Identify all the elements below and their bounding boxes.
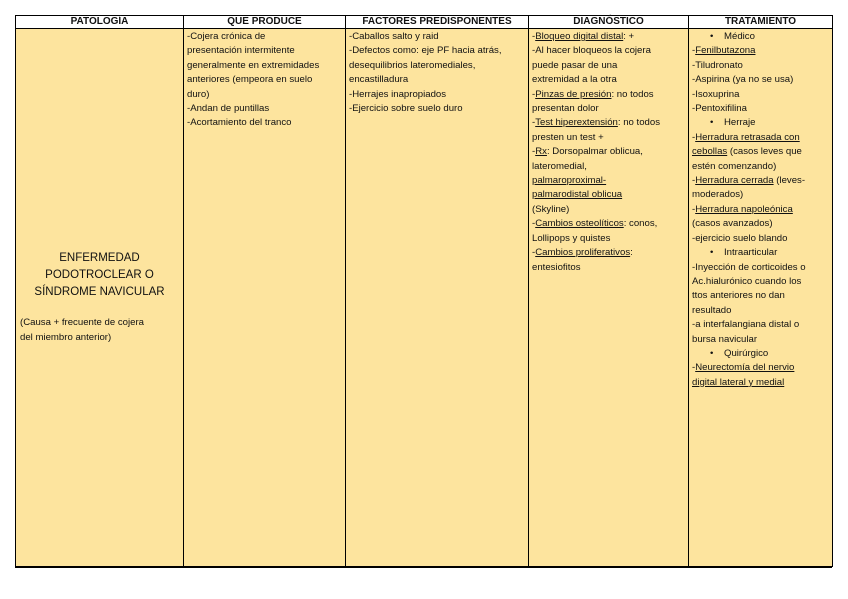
- list-item: [532, 88, 685, 102]
- list-item: generalmente en extremidades: [187, 59, 320, 71]
- list-item: [532, 246, 685, 260]
- list-item: [692, 188, 829, 202]
- list-text: : no todos: [617, 117, 661, 129]
- list-item: [692, 59, 829, 73]
- header-patologia: PATOLOGÍA: [16, 16, 184, 29]
- header-factores-predisponentes: FACTORES PREDISPONENTES: [346, 16, 529, 29]
- list-text: -: [532, 247, 536, 259]
- list-text: -: [532, 146, 536, 158]
- list-item: [532, 174, 685, 188]
- tratamiento-cell: [689, 29, 833, 567]
- pathology-name: [20, 250, 179, 301]
- header-que-produce: QUE PRODUCE: [184, 16, 346, 29]
- list-text: : no todos: [611, 88, 654, 100]
- list-text: presten un test +: [532, 131, 604, 143]
- list-item: [532, 102, 685, 116]
- que-produce-list: [187, 30, 342, 131]
- list-item: -Caballos salto y raid: [349, 31, 439, 42]
- list-item: [532, 188, 685, 202]
- underlined-term: Neurectomía del nervio: [695, 362, 795, 374]
- list-text: Médico: [724, 31, 755, 42]
- list-text: extremidad a la otra: [532, 74, 617, 86]
- underlined-term: cebollas: [692, 146, 728, 158]
- list-item: [692, 145, 829, 159]
- factores-list: [349, 30, 525, 116]
- list-text: -Tiludronato: [692, 59, 743, 71]
- list-text: : +: [623, 31, 635, 42]
- bottom-rule: [15, 567, 832, 568]
- list-text: -: [532, 117, 536, 129]
- list-text: -: [692, 175, 696, 187]
- pathology-note-line: del miembro anterior): [20, 331, 112, 343]
- list-item: [692, 304, 829, 318]
- list-item: -Herrajes inapropiados: [349, 88, 447, 100]
- list-item: [692, 44, 829, 58]
- list-item: [692, 131, 829, 145]
- section-bullet: [692, 246, 829, 260]
- pathology-note: [20, 316, 179, 345]
- list-item: [532, 30, 685, 44]
- list-text: resultado: [692, 304, 732, 316]
- list-text: -ejercicio suelo blando: [692, 232, 788, 244]
- list-item: [692, 160, 829, 174]
- list-text: -Inyección de corticoides o: [692, 261, 806, 273]
- list-item: [692, 217, 829, 231]
- list-item: [692, 275, 829, 289]
- list-text: entesiofitos: [532, 261, 581, 273]
- pathology-name-line: SÍNDROME NAVICULAR: [34, 286, 165, 299]
- list-text: bursa navicular: [692, 333, 758, 345]
- list-text: -a interfalangiana distal o: [692, 319, 800, 331]
- list-item: [692, 333, 829, 347]
- list-text: -: [532, 218, 536, 230]
- list-text: Ac.hialurónico cuando los: [692, 275, 802, 287]
- list-item: [692, 232, 829, 246]
- list-text: presentan dolor: [532, 103, 599, 115]
- list-text: -: [532, 31, 536, 42]
- list-item: [532, 145, 685, 159]
- pathology-table: [15, 15, 833, 567]
- list-item: [532, 203, 685, 217]
- underlined-term: Cambios osteolíticos: [535, 218, 624, 230]
- list-item: [692, 318, 829, 332]
- list-text: -: [532, 88, 536, 100]
- pathology-name-line: PODOTROCLEAR O: [45, 269, 154, 282]
- section-bullet: [692, 116, 829, 130]
- list-text: :: [630, 247, 633, 259]
- list-item: [692, 203, 829, 217]
- list-item: [532, 59, 685, 73]
- list-text: (casos avanzados): [692, 218, 773, 230]
- table-row: [16, 29, 833, 567]
- list-item: [532, 261, 685, 275]
- tratamiento-list: [692, 30, 829, 390]
- list-text: -: [692, 362, 696, 374]
- list-text: Herraje: [724, 117, 756, 129]
- list-text: -Al hacer bloqueos la cojera: [532, 45, 651, 57]
- list-item: [532, 116, 685, 130]
- list-item: [532, 160, 685, 174]
- list-item: -Acortamiento del tranco: [187, 117, 292, 129]
- underlined-term: Herradura retrasada con: [695, 131, 800, 143]
- underlined-term: Cambios proliferativos: [535, 247, 631, 259]
- list-text: moderados): [692, 189, 744, 201]
- underlined-term: Pinzas de presión: [535, 88, 612, 100]
- list-text: (leves-: [773, 175, 806, 187]
- list-item: [692, 88, 829, 102]
- underlined-term: Test hiperextensión: [535, 117, 618, 129]
- diagnostico-cell: [529, 29, 689, 567]
- underlined-term: Herradura cerrada: [695, 175, 774, 187]
- list-text: (casos leves que: [727, 146, 802, 158]
- list-text: ttos anteriores no dan: [692, 290, 785, 302]
- list-item: [692, 73, 829, 87]
- list-text: puede pasar de una: [532, 59, 618, 71]
- list-text: -Pentoxifilina: [692, 103, 747, 115]
- header-row: [16, 16, 833, 29]
- underlined-term: Herradura napoleónica: [695, 203, 793, 215]
- list-item: [532, 232, 685, 246]
- list-item: [532, 44, 685, 58]
- list-item: [692, 361, 829, 375]
- list-item: -Cojera crónica de: [187, 31, 266, 42]
- list-item: [532, 73, 685, 87]
- list-item: [692, 376, 829, 390]
- underlined-term: Fenilbutazona: [695, 45, 756, 57]
- list-text: Lollipops y quistes: [532, 232, 611, 244]
- list-text: : conos,: [623, 218, 658, 230]
- underlined-term: Rx: [535, 146, 547, 158]
- list-text: -Isoxuprina: [692, 88, 740, 100]
- underlined-term: Bloqueo digital distal: [535, 31, 624, 42]
- factores-cell: [346, 29, 529, 567]
- list-item: [532, 217, 685, 231]
- list-item: [532, 131, 685, 145]
- list-item: [692, 174, 829, 188]
- header-diagnostico: DIAGNÓSTICO: [529, 16, 689, 29]
- list-item: presentación intermitente: [187, 45, 295, 57]
- section-bullet: [692, 30, 829, 44]
- list-text: -: [692, 203, 696, 215]
- list-item: [692, 289, 829, 303]
- diagnostico-list: [532, 30, 685, 275]
- list-text: -: [692, 45, 696, 57]
- list-item: [692, 261, 829, 275]
- list-text: estén comenzando): [692, 160, 777, 172]
- list-item: -Andan de puntillas: [187, 103, 270, 115]
- list-item: duro): [187, 88, 210, 100]
- list-item: anteriores (empeora en suelo: [187, 74, 313, 86]
- underlined-term: palmaroproximal-: [532, 175, 607, 187]
- list-text: Quirúrgico: [724, 347, 769, 359]
- list-item: [692, 102, 829, 116]
- list-text: -Aspirina (ya no se usa): [692, 74, 794, 86]
- list-item: -Ejercicio sobre suelo duro: [349, 103, 463, 115]
- pathology-note-line: (Causa + frecuente de cojera: [20, 317, 144, 329]
- list-text: (Skyline): [532, 203, 570, 215]
- patologia-cell: [16, 29, 184, 567]
- list-item: -Defectos como: eje PF hacia atrás,: [349, 45, 502, 57]
- list-text: Intraarticular: [724, 247, 778, 259]
- list-item: desequilibrios lateromediales,: [349, 59, 476, 71]
- section-bullet: [692, 347, 829, 361]
- list-text: : Dorsopalmar oblicua,: [546, 146, 643, 158]
- pathology-name-line: ENFERMEDAD: [59, 252, 140, 265]
- list-item: encastilladura: [349, 74, 409, 86]
- que-produce-cell: [184, 29, 346, 567]
- header-tratamiento: TRATAMIENTO: [689, 16, 833, 29]
- list-text: lateromedial,: [532, 160, 587, 172]
- underlined-term: digital lateral y medial: [692, 376, 785, 388]
- underlined-term: palmarodistal oblicua: [532, 189, 623, 201]
- list-text: -: [692, 131, 696, 143]
